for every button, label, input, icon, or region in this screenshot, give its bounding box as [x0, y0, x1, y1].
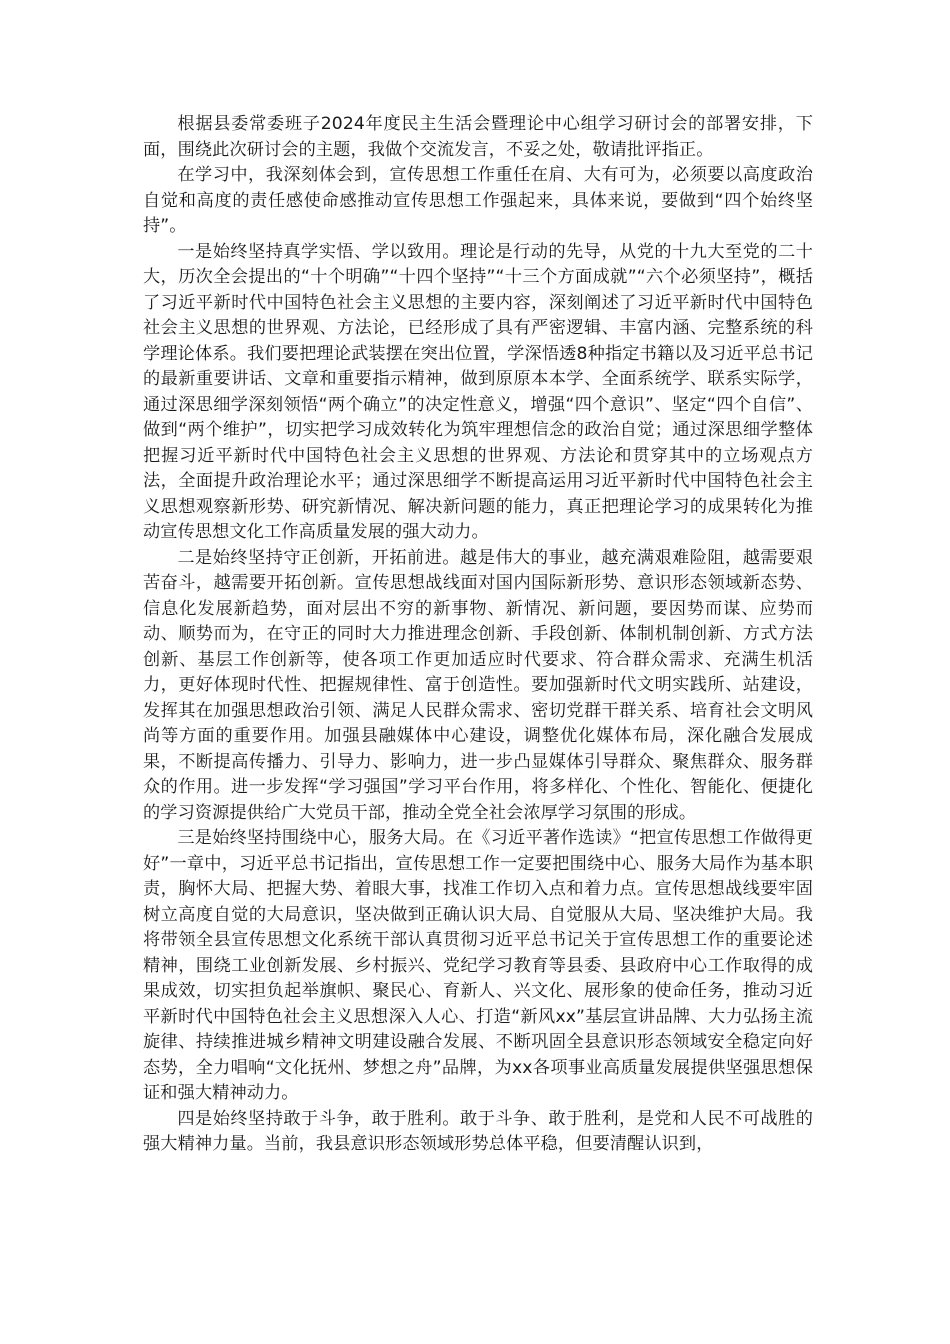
point-one-paragraph: 一是始终坚持真学实悟、学以致用。理论是行动的先导，从党的十九大至党的二十大，历次全会提出的“十个明确”“十四个坚持”“十三个方面成就”“六个必须坚持”，概括了习近平新时代中国特色社会主义思想的主要内容，深刻阐述了习近平新时代中国特色社会主义思想的世界观、方法论，已经形成了具有严密逻辑、丰富内涵、完整系统的科学理论体系。我们要把理论武装摆在突出位置，学深悟透8种指定书籍以及习近平总书记的最新重要讲话、文章和重要指示精神，做到原原本本学、全面系统学、联系实际学，通过深思细学深刻领悟“两个确立”的决定性意义，增强“四个意识”、坚定“四个自信”、做到“两个维护”，切实把学习成效转化为筑牢理想信念的政治自觉；通过深思细学整体把握习近平新时代中国特色社会主义思想的世界观、方法论和贯穿其中的立场观点方法，全面提升政治理论水平；通过深思细学不断提高运用习近平新时代中国特色社会主义思想观察新形势、研究新情况、解决新问题的能力，真正把理论学习的成果转化为推动宣传思想文化工作高质量发展的强大动力。 [143, 241, 813, 542]
document-page [143, 112, 813, 1158]
summary-paragraph: 在学习中，我深刻体会到，宣传思想工作重任在肩、大有可为，必须要以高度政治自觉和高度的责任感使命感推动宣传思想工作强起来，具体来说，要做到“四个始终坚持”。 [143, 165, 813, 236]
intro-paragraph: 根据县委常委班子2024年度民主生活会暨理论中心组学习研讨会的部署安排，下面，围绕此次研讨会的主题，我做个交流发言，不妥之处，敬请批评指正。 [143, 114, 813, 160]
point-four-paragraph: 四是始终坚持敢于斗争，敢于胜利。敢于斗争、敢于胜利，是党和人民不可战胜的强大精神力量。当前，我县意识形态领域形势总体平稳，但要清醒认识到， [143, 1108, 813, 1154]
point-two-paragraph: 二是始终坚持守正创新，开拓前进。越是伟大的事业，越充满艰难险阻，越需要艰苦奋斗，越需要开拓创新。宣传思想战线面对国内国际新形势、意识形态领域新态势、信息化发展新趋势，面对层出不穷的新事物、新情况、新问题，要因势而谋、应势而动、顺势而为，在守正的同时大力推进理念创新、手段创新、体制机制创新、方式方法创新、基层工作创新等，使各项工作更加适应时代要求、符合群众需求、充满生机活力，更好体现时代性、把握规律性、富于创造性。要加强新时代文明实践所、站建设，发挥其在加强思想政治引领、满足人民群众需求、密切党群干群关系、培育社会文明风尚等方面的重要作用。加强县融媒体中心建设，调整优化媒体布局，深化融合发展成果，不断提高传播力、引导力、影响力，进一步凸显媒体引导群众、聚焦群众、服务群众的作用。进一步发挥“学习强国”学习平台作用，将多样化、个性化、智能化、便捷化的学习资源提供给广大党员干部，推动全党全社会浓厚学习氛围的形成。 [143, 547, 813, 823]
point-three-paragraph: 三是始终坚持围绕中心，服务大局。在《习近平著作选读》“把宣传思想工作做得更好”一章中，习近平总书记指出，宣传思想工作一定要把围绕中心、服务大局作为基本职责，胸怀大局、把握大势、着眼大事，找准工作切入点和着力点。宣传思想战线要牢固树立高度自觉的大局意识，坚决做到正确认识大局、自觉服从大局、坚决维护大局。我将带领全县宣传思想文化系统干部认真贯彻习近平总书记关于宣传思想工作的重要论述精神，围绕工业创新发展、乡村振兴、党纪学习教育等县委、县政府中心工作取得的成果成效，切实担负起举旗帜、聚民心、育新人、兴文化、展形象的使命任务，推动习近平新时代中国特色社会主义思想深入人心、打造“新风xx”基层宣讲品牌、大力弘扬主流旋律、持续推进城乡精神文明建设融合发展、不断巩固全县意识形态领域安全稳定向好态势，全力唱响“文化抚州、梦想之舟”品牌，为xx各项事业高质量发展提供坚强思想保证和强大精神动力。 [143, 828, 813, 1103]
